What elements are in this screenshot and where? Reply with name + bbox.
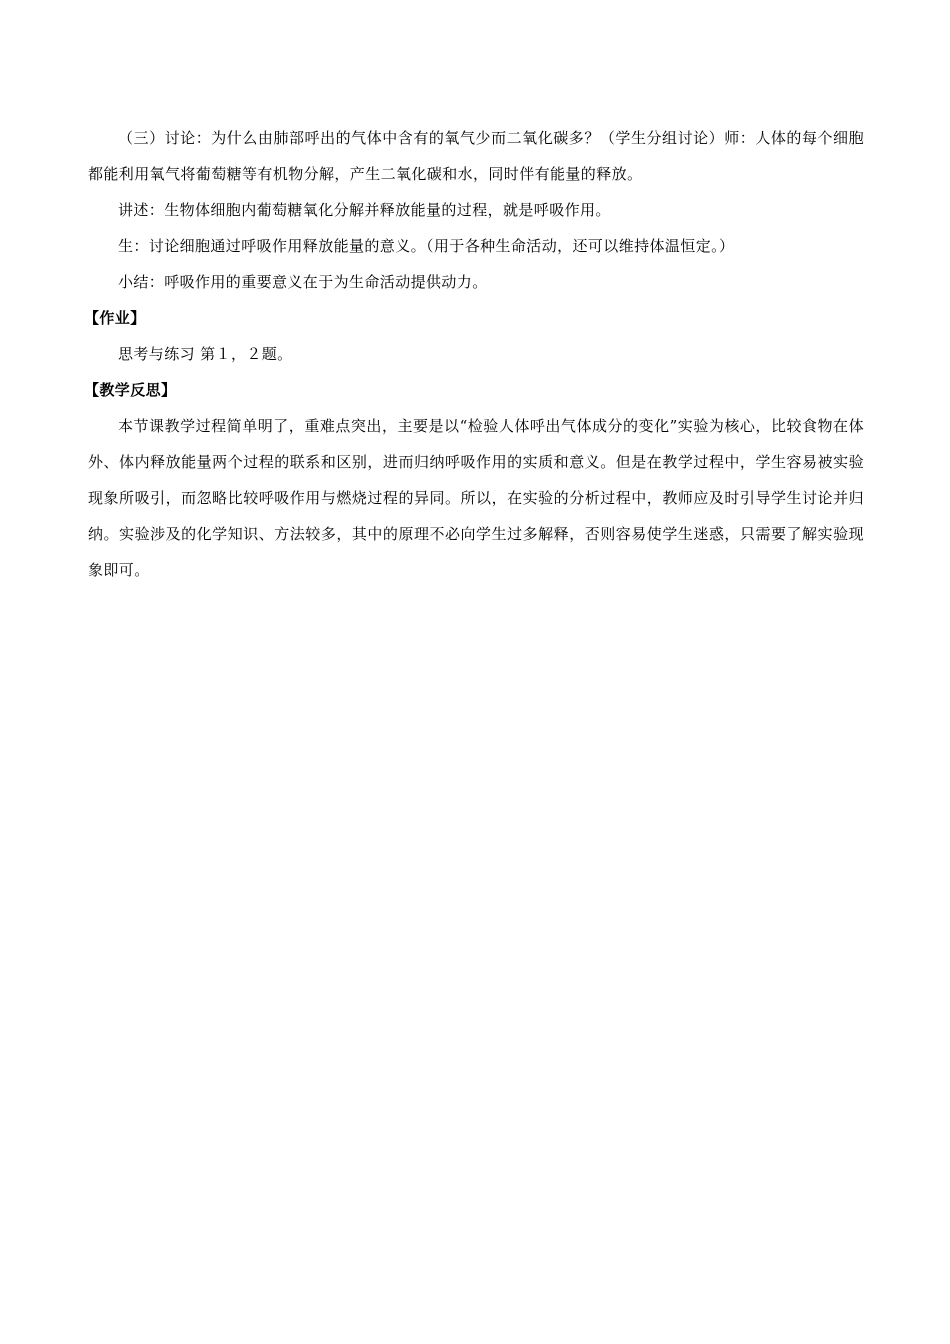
homework-paragraph: 思考与练习 第１，２题。 [118,345,293,363]
discussion-paragraph: （三）讨论：为什么由肺部呼出的气体中含有的氧气少而二氧化碳多？（学生分组讨论）师：人体的每个细胞都能利用氧气将葡萄糖等有机物分解，产生二氧化碳和水，同时伴有能量的释放。 [88,129,864,183]
student-paragraph: 生：讨论细胞通过呼吸作用释放能量的意义。（用于各种生命活动，还可以维持体温恒定。） [118,237,735,255]
summary-paragraph: 小结：呼吸作用的重要意义在于为生命活动提供动力。 [118,273,488,291]
reflection-paragraph: 本节课教学过程简单明了，重难点突出，主要是以“检验人体呼出气体成分的变化”实验为核心，比较食物在体外、体内释放能量两个过程的联系和区别，进而归纳呼吸作用的实质和意义。但是在教学过程中，学生容易被实验现象所吸引，而忽略比较呼吸作用与燃烧过程的异同。所以，在实验的分析过程中，教师应及时引导学生讨论并归纳。实验涉及的化学知识、方法较多，其中的原理不必向学生过多解释，否则容易使学生迷惑，只需要了解实验现象即可。 [88,417,864,579]
homework-heading: 【作业】 [84,309,146,327]
document-body [84,120,864,588]
reflection-heading: 【教学反思】 [84,381,177,399]
lecture-paragraph: 讲述：生物体细胞内葡萄糖氧化分解并释放能量的过程，就是呼吸作用。 [118,201,611,219]
